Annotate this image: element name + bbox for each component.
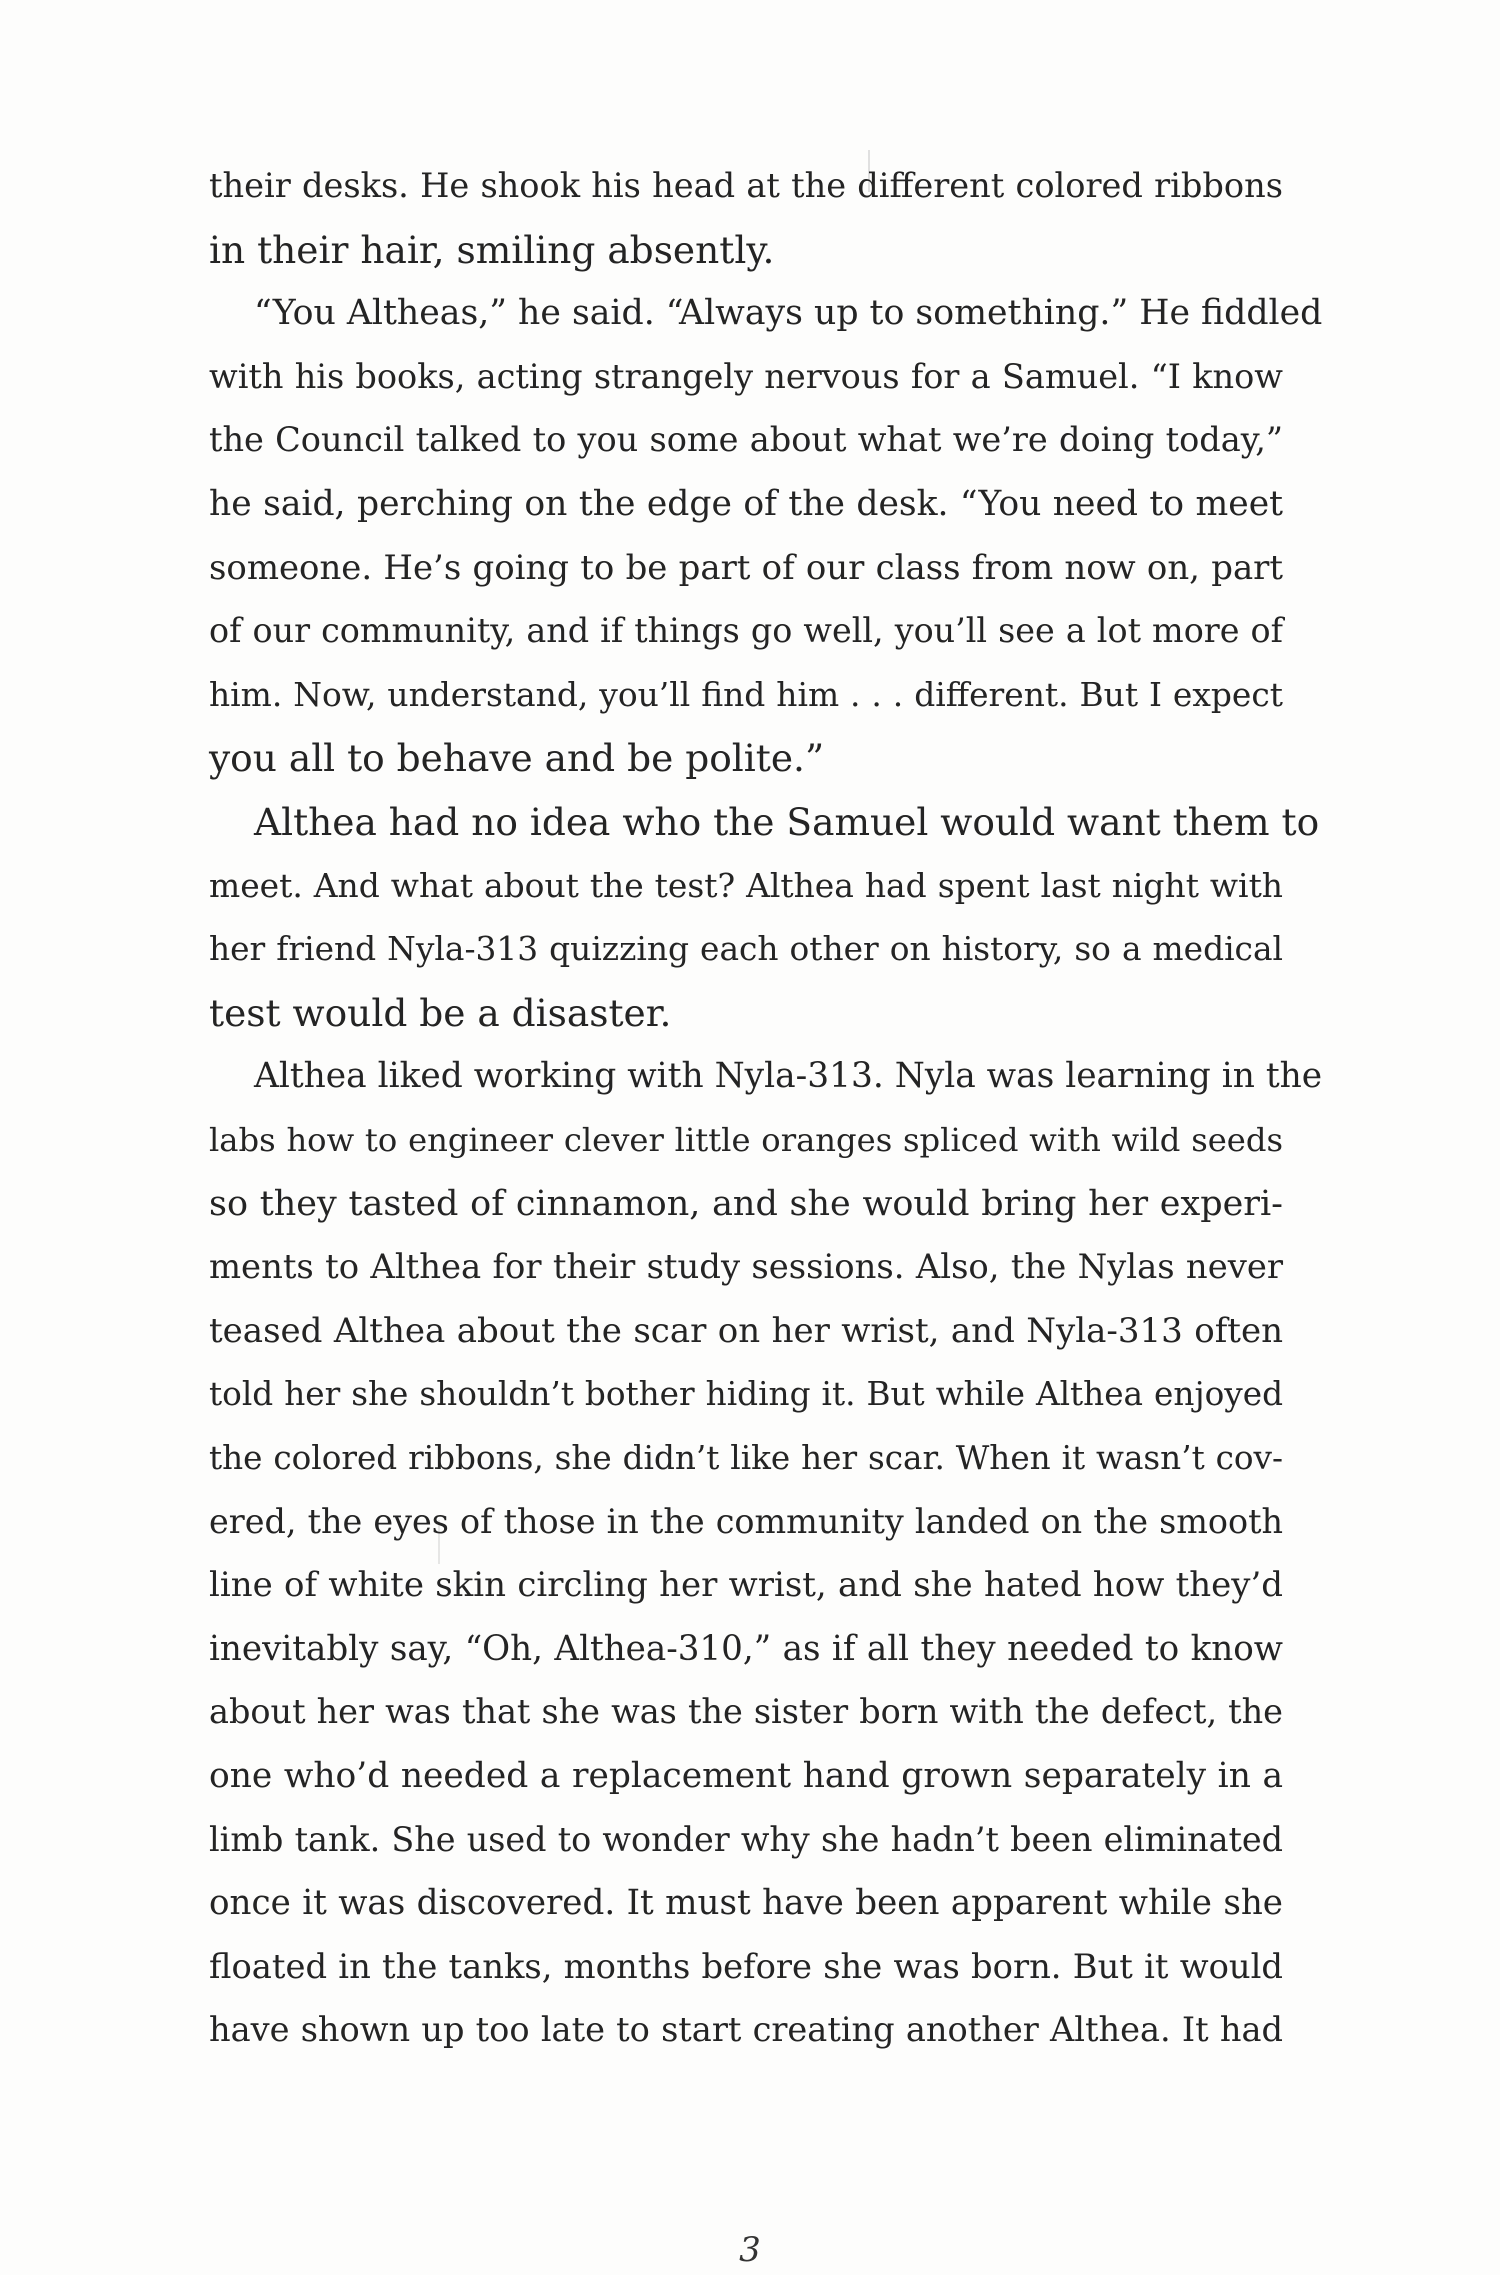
text-line: Althea had no idea who the Samuel would want them to [254, 800, 1320, 844]
text-line: labs how to engineer clever little oranges spliced with wild seeds [209, 1121, 1283, 1159]
text-line: about her was that she was the sister born with the defect, the [209, 1692, 1283, 1732]
text-line: floated in the tanks, months before she was born. But it would [209, 1946, 1283, 1986]
text-line: so they tasted of cinnamon, and she would bring her experi- [209, 1183, 1283, 1224]
text-line: once it was discovered. It must have been apparent while she [209, 1883, 1283, 1924]
text-line: “You Altheas,” he said. “Always up to something.” He fiddled [254, 293, 1323, 334]
page-number: 3 [739, 2230, 761, 2270]
text-line: her friend Nyla-313 quizzing each other on history, so a medical [209, 930, 1283, 969]
text-line: teased Althea about the scar on her wrist, and Nyla-313 often [209, 1310, 1283, 1351]
text-line: line of white skin circling her wrist, and she hated how they’d [209, 1565, 1283, 1606]
text-line: have shown up too late to start creating another Althea. It had [209, 2010, 1283, 2050]
text-line: ered, the eyes of those in the community landed on the smooth [209, 1501, 1283, 1541]
text-line: of our community, and if things go well, you’ll see a lot more of [209, 611, 1283, 651]
text-line: he said, perching on the edge of the desk. “You need to meet [209, 484, 1283, 524]
text-line: limb tank. She used to wonder why she hadn’t been eliminated [209, 1819, 1283, 1859]
text-line: told her she shouldn’t bother hiding it. But while Althea enjoyed [209, 1375, 1283, 1414]
text-line: their desks. He shook his head at the different colored ribbons [209, 166, 1283, 205]
text-line: one who’d needed a replacement hand grown separately in a [209, 1756, 1283, 1796]
text-line: him. Now, understand, you’ll find him . . . different. But I expect [209, 674, 1283, 714]
text-line: you all to behave and be polite.” [209, 736, 825, 781]
text-line: in their hair, smiling absently. [209, 227, 775, 272]
text-line: ments to Althea for their study sessions. Also, the Nylas never [209, 1247, 1283, 1287]
text-line: inevitably say, “Oh, Althea-310,” as if all they needed to know [209, 1628, 1283, 1669]
text-line: the Council talked to you some about what we’re doing today,” [209, 420, 1283, 460]
text-line: Althea liked working with Nyla-313. Nyla was learning in the [254, 1056, 1323, 1097]
text-line: meet. And what about the test? Althea had spent last night with [209, 865, 1283, 905]
text-line: the colored ribbons, she didn’t like her scar. When it wasn’t cov- [209, 1439, 1283, 1477]
text-line: with his books, acting strangely nervous for a Samuel. “I know [209, 356, 1283, 396]
text-line: someone. He’s going to be part of our class from now on, part [209, 547, 1283, 587]
text-line: test would be a disaster. [209, 990, 672, 1035]
